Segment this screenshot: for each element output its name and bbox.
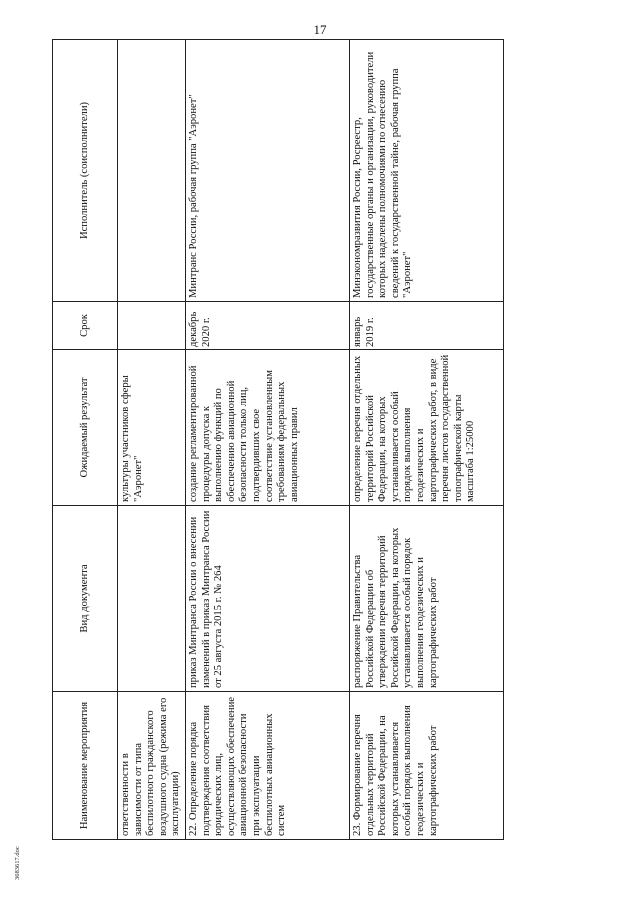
cell-term	[118, 302, 186, 350]
header-term: Срок	[53, 302, 118, 350]
header-document: Вид документа	[53, 506, 118, 692]
header-result: Ожидаемый результат	[53, 350, 118, 506]
page-number: 17	[313, 22, 327, 37]
table-row	[349, 40, 503, 840]
header-name: Наименование мероприятия	[53, 692, 118, 840]
cell-term: декабрь 2020 г.	[185, 302, 349, 350]
rotated-table-container	[52, 40, 522, 840]
cell-result: определение перечня отдельных территорий Российской Федерации, на которых устанавливается особый порядок выполнения геодезических и картографических работ, в виде перечня листов государственной топографической карты масштаба 1:25000	[349, 350, 503, 506]
table-row	[118, 40, 186, 840]
table-header-row	[53, 40, 118, 840]
cell-result: культуры участников сферы "Аэронет"	[118, 350, 186, 506]
cell-term: январь 2019 г.	[349, 302, 503, 350]
header-executor: Исполнитель (соисполнители)	[53, 40, 118, 302]
cell-name: 23. Формирование перечня отдельных территорий Российской Федерации, на которых устанавливается особый порядок выполнения геодезических и картографических работ	[349, 692, 503, 840]
document-file-code: 3683617.doc	[14, 846, 21, 880]
cell-document: приказ Минтранса России о внесении изменений в приказ Минтранса России от 25 августа 2015 г. № 264	[185, 506, 349, 692]
table-row	[185, 40, 349, 840]
cell-executor: Минэкономразвития России, Росреестр, государственные органы и организации, руководители которых наделены полномочиями по отнесению сведений к государственной тайне, рабочая группа "Аэронет"	[349, 40, 503, 302]
cell-document: распоряжение Правительства Российской Федерации об утверждении перечня территорий Российской Федерации, на которых устанавливается особый порядок выполнения геодезических и картографических работ	[349, 506, 503, 692]
cell-name: ответственности в зависимости от типа беспилотного гражданского воздушного судна (режима его эксплуатации)	[118, 692, 186, 840]
cell-executor	[118, 40, 186, 302]
cell-executor: Минтранс России, рабочая группа "Аэронет"	[185, 40, 349, 302]
cell-name: 22. Определение порядка подтверждения соответствия юридических лиц, осуществляющих обеспечение авиационной безопасности при эксплуатации беспилотных авиационных систем	[185, 692, 349, 840]
cell-document	[118, 506, 186, 692]
cell-result: создание регламентированной процедуры допуска к выполнению функций по обеспечению авиационной безопасности только лиц, подтвердивших свое соответствие установленным требованиям федеральных авиационных правил	[185, 350, 349, 506]
measures-table	[52, 39, 504, 840]
